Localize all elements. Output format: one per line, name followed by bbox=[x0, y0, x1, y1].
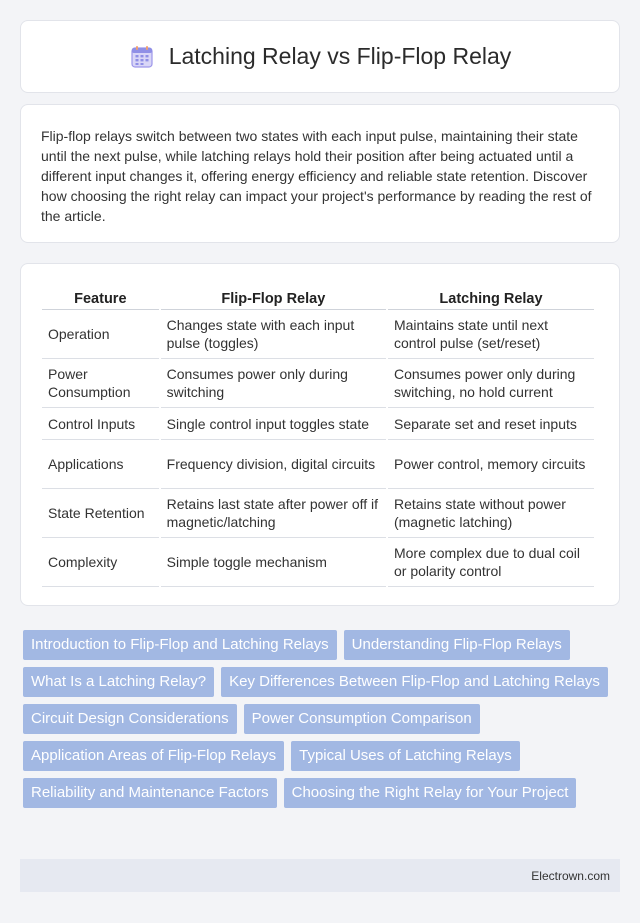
table-cell: Power control, memory circuits bbox=[388, 440, 594, 489]
table-cell: Consumes power only during switching, no hold current bbox=[388, 359, 594, 408]
link-application-areas[interactable]: Application Areas of Flip-Flop Relays bbox=[23, 741, 284, 771]
link-reliability[interactable]: Reliability and Maintenance Factors bbox=[23, 778, 277, 808]
table-cell: Operation bbox=[42, 310, 159, 359]
column-header-feature: Feature bbox=[42, 284, 159, 310]
link-circuit-design[interactable]: Circuit Design Considerations bbox=[23, 704, 237, 734]
table-cell: Maintains state until next control pulse (set/reset) bbox=[388, 310, 594, 359]
table-cell: Single control input toggles state bbox=[161, 408, 386, 440]
table-cell: Power Consumption bbox=[42, 359, 159, 408]
table-row bbox=[42, 440, 594, 489]
table-cell: Consumes power only during switching bbox=[161, 359, 386, 408]
table-row bbox=[42, 359, 594, 408]
table-cell: State Retention bbox=[42, 489, 159, 538]
page-title: Latching Relay vs Flip-Flop Relay bbox=[168, 43, 512, 69]
table-cell: Separate set and reset inputs bbox=[388, 408, 594, 440]
intro-paragraph: Flip-flop relays switch between two states with each input pulse, maintaining their state until the next pulse, while latching relays hold their position after being actuated until a different input changes it, offering energy efficiency and reliable state retention. Discover how choosing the right relay can impact your project's performance by reading the rest of the article. bbox=[41, 128, 592, 224]
table-cell: Control Inputs bbox=[42, 408, 159, 440]
table-row bbox=[42, 408, 594, 440]
table-row bbox=[42, 538, 594, 587]
table-cell: Retains state without power (magnetic latching) bbox=[388, 489, 594, 538]
comparison-table-card bbox=[20, 263, 620, 606]
comparison-table bbox=[40, 284, 596, 587]
link-key-differences[interactable]: Key Differences Between Flip-Flop and Latching Relays bbox=[221, 667, 608, 697]
table-cell: Changes state with each input pulse (toggles) bbox=[161, 310, 386, 359]
link-power-consumption[interactable]: Power Consumption Comparison bbox=[244, 704, 480, 734]
table-cell: Simple toggle mechanism bbox=[161, 538, 386, 587]
table-cell: Retains last state after power off if magnetic/latching bbox=[161, 489, 386, 538]
table-cell: Frequency division, digital circuits bbox=[161, 440, 386, 489]
title-card bbox=[20, 20, 620, 93]
footer-site-name: Electrown.com bbox=[531, 868, 610, 883]
table-header-row bbox=[42, 284, 594, 310]
footer bbox=[20, 859, 620, 892]
column-header-flip-flop: Flip-Flop Relay bbox=[161, 284, 386, 310]
table-cell: More complex due to dual coil or polarity control bbox=[388, 538, 594, 587]
link-typical-uses[interactable]: Typical Uses of Latching Relays bbox=[291, 741, 520, 771]
link-what-is-latching[interactable]: What Is a Latching Relay? bbox=[23, 667, 214, 697]
link-introduction[interactable]: Introduction to Flip-Flop and Latching Relays bbox=[23, 630, 337, 660]
link-choosing-relay[interactable]: Choosing the Right Relay for Your Project bbox=[284, 778, 577, 808]
table-cell: Complexity bbox=[42, 538, 159, 587]
table-row bbox=[42, 489, 594, 538]
intro-card bbox=[20, 104, 620, 243]
link-understanding-flip-flop[interactable]: Understanding Flip-Flop Relays bbox=[344, 630, 570, 660]
table-cell: Applications bbox=[42, 440, 159, 489]
table-row bbox=[42, 310, 594, 359]
column-header-latching: Latching Relay bbox=[388, 284, 594, 310]
calendar-grid-icon bbox=[129, 44, 155, 70]
article-links bbox=[23, 630, 620, 808]
